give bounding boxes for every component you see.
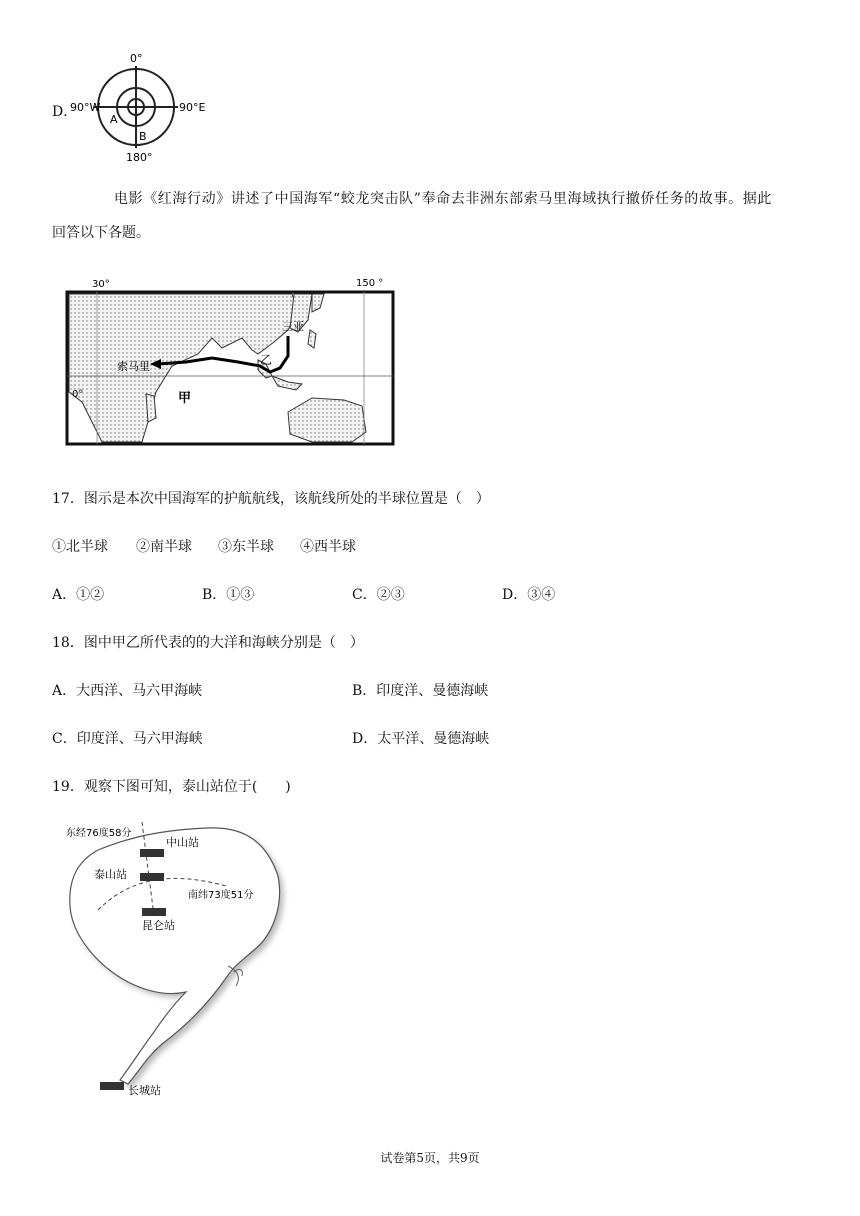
route-map xyxy=(62,272,402,448)
lon-right-label: 150 ° xyxy=(356,278,384,289)
passage-line-1: 电影《红海行动》讲述了中国海军“蛟龙突击队”奉命去非洲东部索马里海域执行撤侨任务的故事。据此 xyxy=(114,191,772,207)
lon-label: 东经76度58分 xyxy=(66,828,132,839)
q17-option-c[interactable]: C．②③ xyxy=(352,587,405,603)
q18-stem: 18．图中甲乙所代表的的大洋和海峡分别是（ ） xyxy=(52,635,364,651)
q18-option-c[interactable]: C．印度洋、马六甲海峡 xyxy=(52,731,203,747)
q17-item-3: ③东半球 xyxy=(218,539,274,555)
q17-option-b[interactable]: B．①③ xyxy=(202,587,255,603)
q18-option-a[interactable]: A．大西洋、马六甲海峡 xyxy=(52,683,203,699)
zhongshan-marker xyxy=(140,849,164,857)
jia-label: 甲 xyxy=(178,391,192,406)
label-right: 90°E xyxy=(179,101,206,114)
antarctica-map xyxy=(58,816,298,1100)
label-left: 90°W xyxy=(70,101,101,114)
q17-item-2: ②南半球 xyxy=(136,539,192,555)
q17-option-a[interactable]: A．①② xyxy=(52,587,105,603)
sanya-label: 三亚 xyxy=(282,320,304,333)
page-footer: 试卷第5页，共9页 xyxy=(380,1151,480,1165)
changcheng-marker xyxy=(100,1082,124,1090)
kunlun-marker xyxy=(142,908,166,916)
label-bottom: 180° xyxy=(126,151,153,164)
yi-label: 乙 xyxy=(260,353,273,367)
somalia-label: 索马里 xyxy=(117,360,150,373)
passage-line-2: 回答以下各题。 xyxy=(52,225,150,241)
lat-label: 南纬73度51分 xyxy=(188,890,254,901)
australia-land xyxy=(288,398,366,442)
zhongshan-label: 中山站 xyxy=(166,836,199,849)
taishan-label: 泰山站 xyxy=(94,868,127,881)
polar-diagram xyxy=(68,48,208,166)
taishan-marker xyxy=(140,873,164,881)
madagascar-land xyxy=(146,394,156,422)
label-top: 0° xyxy=(130,52,143,65)
q17-option-d[interactable]: D．③④ xyxy=(502,587,556,603)
q18-option-d[interactable]: D．太平洋、曼德海峡 xyxy=(352,731,490,747)
q17-stem: 17．图示是本次中国海军的护航航线，该航线所处的半球位置是（ ） xyxy=(52,491,490,507)
q17-item-1: ①北半球 xyxy=(52,539,108,555)
q19-stem: 19．观察下图可知，泰山站位于( ) xyxy=(52,779,291,795)
point-a: A xyxy=(110,113,118,126)
changcheng-label: 长城站 xyxy=(128,1084,161,1097)
q17-item-4: ④西半球 xyxy=(300,539,356,555)
point-b: B xyxy=(139,130,147,143)
lat-label: 0° xyxy=(72,389,84,400)
lon-left-label: 30° xyxy=(92,279,110,290)
q18-option-b[interactable]: B．印度洋、曼德海峡 xyxy=(352,683,489,699)
kunlun-label: 昆仑站 xyxy=(142,919,175,932)
q16-option-d-label: D． xyxy=(52,104,78,120)
